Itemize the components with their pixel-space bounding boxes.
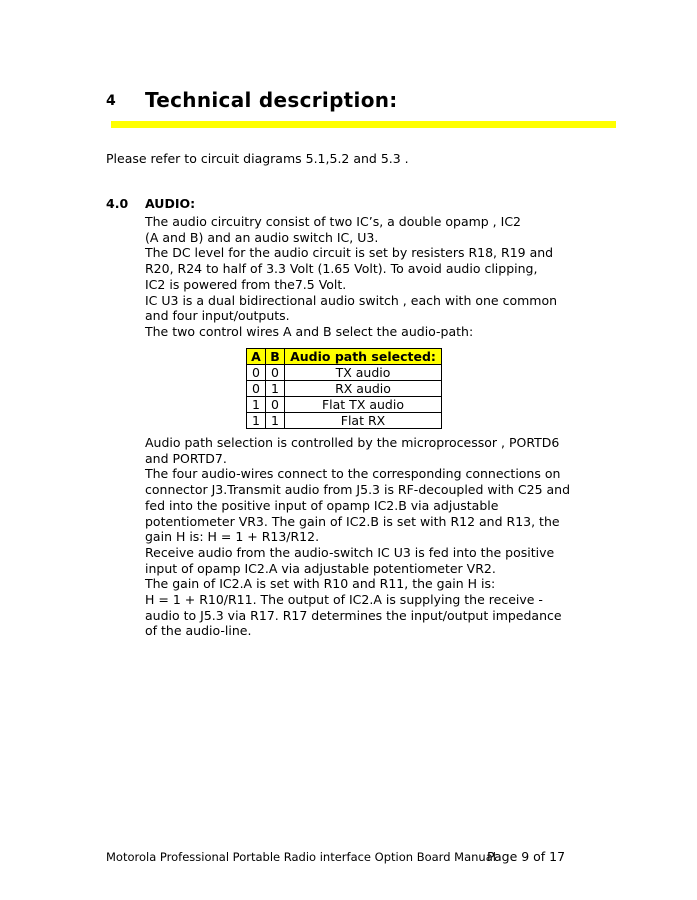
text-line: The gain of IC2.A is set with R10 and R11, the gain H is:: [145, 576, 496, 592]
footer-page-number: Page 9 of 17: [487, 849, 566, 864]
text-line: and four input/outputs.: [145, 308, 290, 324]
cell-b: 1: [266, 413, 285, 429]
header-audio-path: Audio path selected:: [285, 349, 442, 365]
cell-path: TX audio: [285, 365, 442, 381]
section-title: AUDIO:: [145, 196, 196, 211]
heading-underline-bar: [111, 121, 616, 128]
cell-a: 0: [247, 365, 266, 381]
cell-a: 1: [247, 397, 266, 413]
text-line: The two control wires A and B select the audio-path:: [145, 323, 474, 339]
table-row: [247, 413, 442, 429]
text-line: Receive audio from the audio-switch IC U3 is fed into the positive: [145, 544, 555, 560]
text-line: (A and B) and an audio switch IC, U3.: [145, 229, 379, 245]
text-line: The four audio-wires connect to the corresponding connections on: [145, 466, 561, 482]
cell-b: 0: [266, 397, 285, 413]
text-line: H = 1 + R10/R11. The output of IC2.A is supplying the receive -: [145, 592, 543, 608]
cell-b: 0: [266, 365, 285, 381]
text-line: IC2 is powered from the7.5 Volt.: [145, 276, 347, 292]
text-line: connector J3.Transmit audio from J5.3 is RF-decoupled with C25 and: [145, 482, 571, 498]
text-line: and PORTD7.: [145, 450, 227, 466]
audio-path-details-paragraph: [145, 435, 605, 639]
cell-a: 1: [247, 413, 266, 429]
text-line: The audio circuitry consist of two IC’s, a double opamp , IC2: [145, 214, 522, 229]
text-line: IC U3 is a dual bidirectional audio switch , each with one common: [145, 292, 558, 308]
text-line: potentiometer VR3. The gain of IC2.B is set with R12 and R13, the: [145, 513, 560, 529]
chapter-title: Technical description:: [145, 88, 398, 112]
text-line: of the audio-line.: [145, 623, 252, 639]
cell-a: 0: [247, 381, 266, 397]
header-a: A: [247, 349, 266, 365]
cell-b: 1: [266, 381, 285, 397]
chapter-number: 4: [106, 93, 116, 109]
footer-manual-title: Motorola Professional Portable Radio interface Option Board Manual: [106, 850, 496, 864]
table-row: [247, 381, 442, 397]
audio-path-table: [246, 348, 442, 429]
text-line: fed into the positive input of opamp IC2.B via adjustable: [145, 497, 499, 513]
text-line: The DC level for the audio circuit is set by resisters R18, R19 and: [145, 245, 554, 261]
text-line: Audio path selection is controlled by the microprocessor , PORTD6: [145, 435, 560, 450]
audio-description-paragraph: [145, 214, 605, 340]
text-line: gain H is: H = 1 + R13/R12.: [145, 529, 320, 545]
table-header-row: [247, 349, 442, 365]
section-number: 4.0: [106, 196, 129, 211]
intro-text: Please refer to circuit diagrams 5.1,5.2 and 5.3 .: [106, 151, 409, 166]
cell-path: Flat TX audio: [285, 397, 442, 413]
text-line: R20, R24 to half of 3.3 Volt (1.65 Volt). To avoid audio clipping,: [145, 261, 538, 277]
table-row: [247, 397, 442, 413]
text-line: input of opamp IC2.A via adjustable potentiometer VR2.: [145, 560, 496, 576]
cell-path: Flat RX: [285, 413, 442, 429]
table-row: [247, 365, 442, 381]
text-line: audio to J5.3 via R17. R17 determines the input/output impedance: [145, 607, 562, 623]
cell-path: RX audio: [285, 381, 442, 397]
header-b: B: [266, 349, 285, 365]
